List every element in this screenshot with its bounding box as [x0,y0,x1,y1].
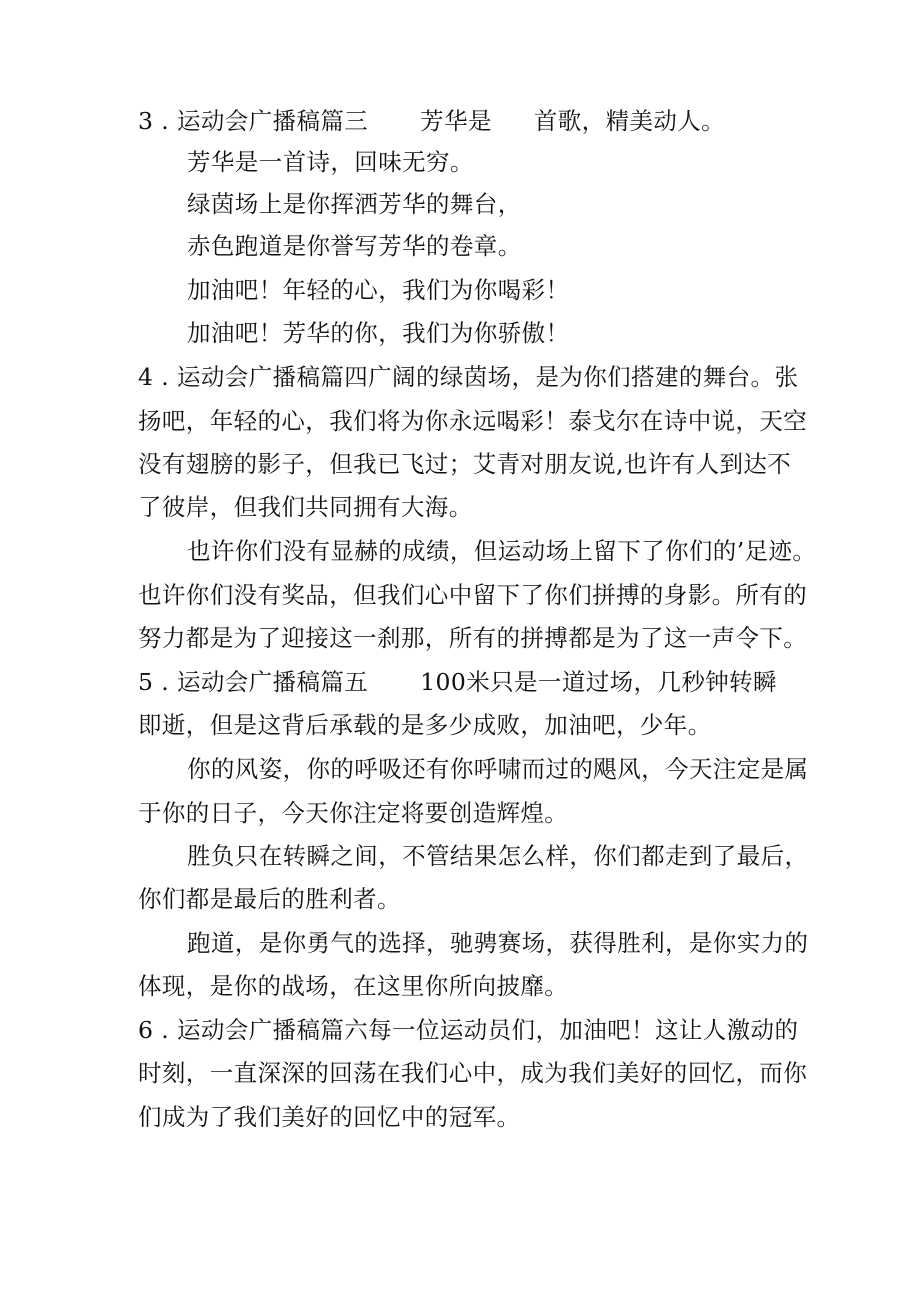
paragraph-line: 你的风姿，你的呼吸还有你呼啸而过的飓风，今天注定是属 [187,755,809,783]
paragraph-line: 绿茵场上是你挥洒芳华的舞台， [187,190,522,218]
paragraph-line: 也许你们没有奖品，但我们心中留下了你们拼搏的身影。所有的 [138,581,808,609]
section-3-heading-line [0,103,920,139]
section-4-heading-line: 4 . 运动会广播稿篇四广阔的绿茵场，是为你们搭建的舞台。张 [138,363,799,391]
section-5-heading-line [0,664,920,700]
paragraph-line: 芳华是一首诗，回味无穷。 [187,148,474,176]
paragraph-line: 加油吧！芳华的你，我们为你骄傲！ [187,319,570,347]
section-3-text-a: 芳华是 [420,107,492,135]
section-5-heading: 5 . 运动会广播稿篇五 [138,668,369,696]
section-3-heading: 3 . 运动会广播稿篇三 [138,107,369,135]
paragraph-line: 赤色跑道是你誉写芳华的卷章。 [187,232,522,260]
paragraph-line: 胜负只在转瞬之间，不管结果怎么样，你们都走到了最后， [187,842,809,870]
paragraph-line: 体现，是你的战场，在这里你所向披靡。 [138,972,569,1000]
paragraph-line: 跑道，是你勇气的选择，驰骋赛场，获得胜利，是你实力的 [187,929,809,957]
paragraph-line: 了彼岸，但我们共同拥有大海。 [138,493,473,521]
paragraph-line: 时刻，一直深深的回荡在我们心中，成为我们美好的回忆，而你 [138,1059,808,1087]
section-3-text-b: 首歌，精美动人。 [533,107,726,135]
paragraph-line: 你们都是最后的胜利者。 [138,885,401,913]
paragraph-line: 加油吧！年轻的心，我们为你喝彩！ [187,276,570,304]
paragraph-line: 们成为了我们美好的回忆中的冠军。 [138,1103,521,1131]
paragraph-line: 即逝，但是这背后承载的是多少成败，加油吧，少年。 [138,711,712,739]
section-6-heading-line: 6 . 运动会广播稿篇六每一位运动员们，加油吧！这让人激动的 [138,1016,799,1044]
paragraph-line: 扬吧，年轻的心，我们将为你永远喝彩！泰戈尔在诗中说，天空 [138,407,808,435]
paragraph-line: 于你的日子，今天你注定将要创造辉煌。 [138,799,569,827]
section-5-text: 100米只是一道过场，几秒钟转瞬 [420,668,777,696]
paragraph-line: 也许你们没有显赫的成绩，但运动场上留下了你们的’足迹。 [187,537,817,565]
paragraph-line: 没有翅膀的影子，但我已飞过；艾青对朋友说,也许有人到达不 [138,450,792,478]
paragraph-line: 努力都是为了迎接这一刹那，所有的拼搏都是为了这一声令下。 [138,624,808,652]
